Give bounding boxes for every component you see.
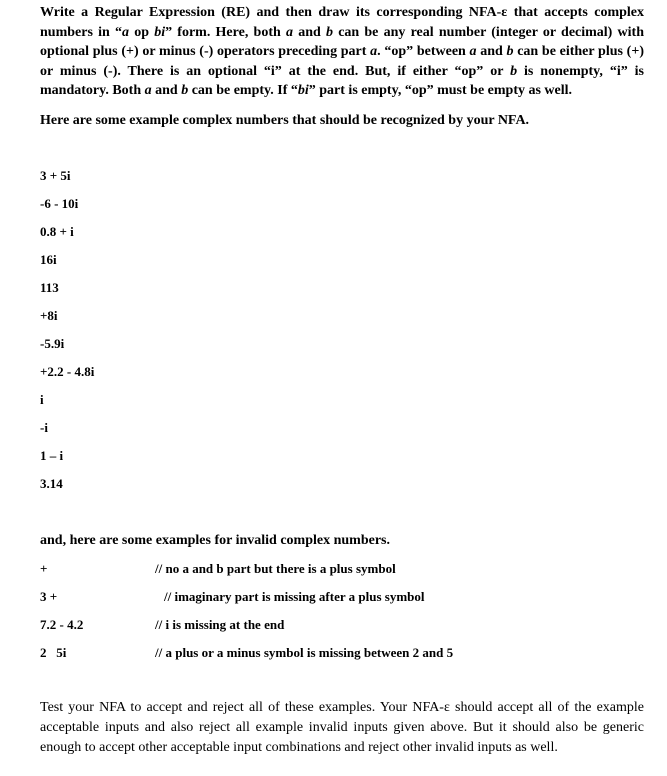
invalid-examples-heading: and, here are some examples for invalid complex numbers. bbox=[40, 533, 390, 548]
valid-example: 113 bbox=[40, 280, 59, 295]
invalid-input: + bbox=[40, 561, 48, 576]
text-run: is nonempty, “i” is mandatory. Both bbox=[40, 63, 644, 99]
text-run-italic: a bbox=[144, 83, 152, 99]
text-run: can be either plus (+) or minus (-). There is an optional “i” at the end. But, if either “op” or bbox=[40, 44, 644, 79]
text-run-italic: b bbox=[506, 44, 514, 60]
text-run-italic: b bbox=[510, 63, 518, 79]
text-run-italic: bi bbox=[297, 83, 309, 99]
invalid-example-row bbox=[40, 587, 644, 607]
invalid-example-row bbox=[40, 559, 644, 579]
text-run: ” form. Here, both bbox=[165, 24, 286, 40]
text-run: can be any real number (integer or decimal) with optional plus (+) or minus (-) operators preceding part bbox=[40, 24, 645, 60]
valid-example: +2.2 - 4.8i bbox=[40, 364, 95, 379]
problem-description bbox=[40, 3, 644, 101]
text-run: ” part is empty, “op” must be empty as well. bbox=[308, 83, 573, 99]
text-run: and bbox=[151, 83, 182, 99]
valid-example: 0.8 + i bbox=[40, 224, 74, 239]
valid-example: -5.9i bbox=[40, 336, 65, 351]
valid-example: 1 – i bbox=[40, 448, 64, 463]
text-run-italic: bi bbox=[154, 24, 166, 40]
text-run-italic: a bbox=[122, 24, 129, 40]
valid-example: i bbox=[40, 392, 44, 407]
invalid-input: 3 + bbox=[40, 589, 58, 604]
valid-example: 3.14 bbox=[40, 476, 63, 491]
invalid-comment: // i is missing at the end bbox=[155, 617, 285, 632]
valid-examples-intro: Here are some example complex numbers that should be recognized by your NFA. bbox=[40, 113, 530, 128]
valid-example: -i bbox=[40, 420, 48, 435]
valid-examples-list bbox=[40, 166, 94, 502]
valid-example: 16i bbox=[40, 252, 57, 267]
invalid-example-row bbox=[40, 643, 644, 663]
text-run: Write a Regular Expression (RE) and then draw its corresponding NFA-ε that accepts complex numbers in “ bbox=[40, 5, 644, 40]
invalid-example-row bbox=[40, 615, 644, 635]
text-run: op bbox=[129, 24, 155, 40]
text-run: can be empty. If “ bbox=[188, 83, 298, 99]
closing-paragraph: Test your NFA to accept and reject all of these examples. Your NFA-ε should accept all of the example acceptable inputs and also reject all example invalid inputs given above. But it should also be generic enough to accept other acceptable input combinations and reject other invalid inputs as well. bbox=[40, 700, 644, 755]
invalid-input: 7.2 - 4.2 bbox=[40, 617, 84, 632]
text-run: and bbox=[476, 44, 507, 60]
text-run-italic: a bbox=[285, 24, 293, 40]
text-run: and bbox=[292, 24, 326, 40]
text-run: . “op” between bbox=[377, 44, 470, 60]
text-run-italic: b bbox=[325, 24, 333, 40]
text-run-italic: a bbox=[469, 44, 477, 60]
valid-example: 3 + 5i bbox=[40, 168, 71, 183]
text-run-italic: b bbox=[181, 83, 189, 99]
invalid-input: 2 5i bbox=[40, 645, 67, 660]
invalid-comment: // imaginary part is missing after a plus symbol bbox=[164, 589, 425, 604]
invalid-comment: // no a and b part but there is a plus symbol bbox=[155, 561, 396, 576]
text-run-italic: a bbox=[370, 44, 378, 60]
valid-example: +8i bbox=[40, 308, 58, 323]
valid-example: -6 - 10i bbox=[40, 196, 79, 211]
invalid-comment: // a plus or a minus symbol is missing between 2 and 5 bbox=[155, 645, 454, 660]
